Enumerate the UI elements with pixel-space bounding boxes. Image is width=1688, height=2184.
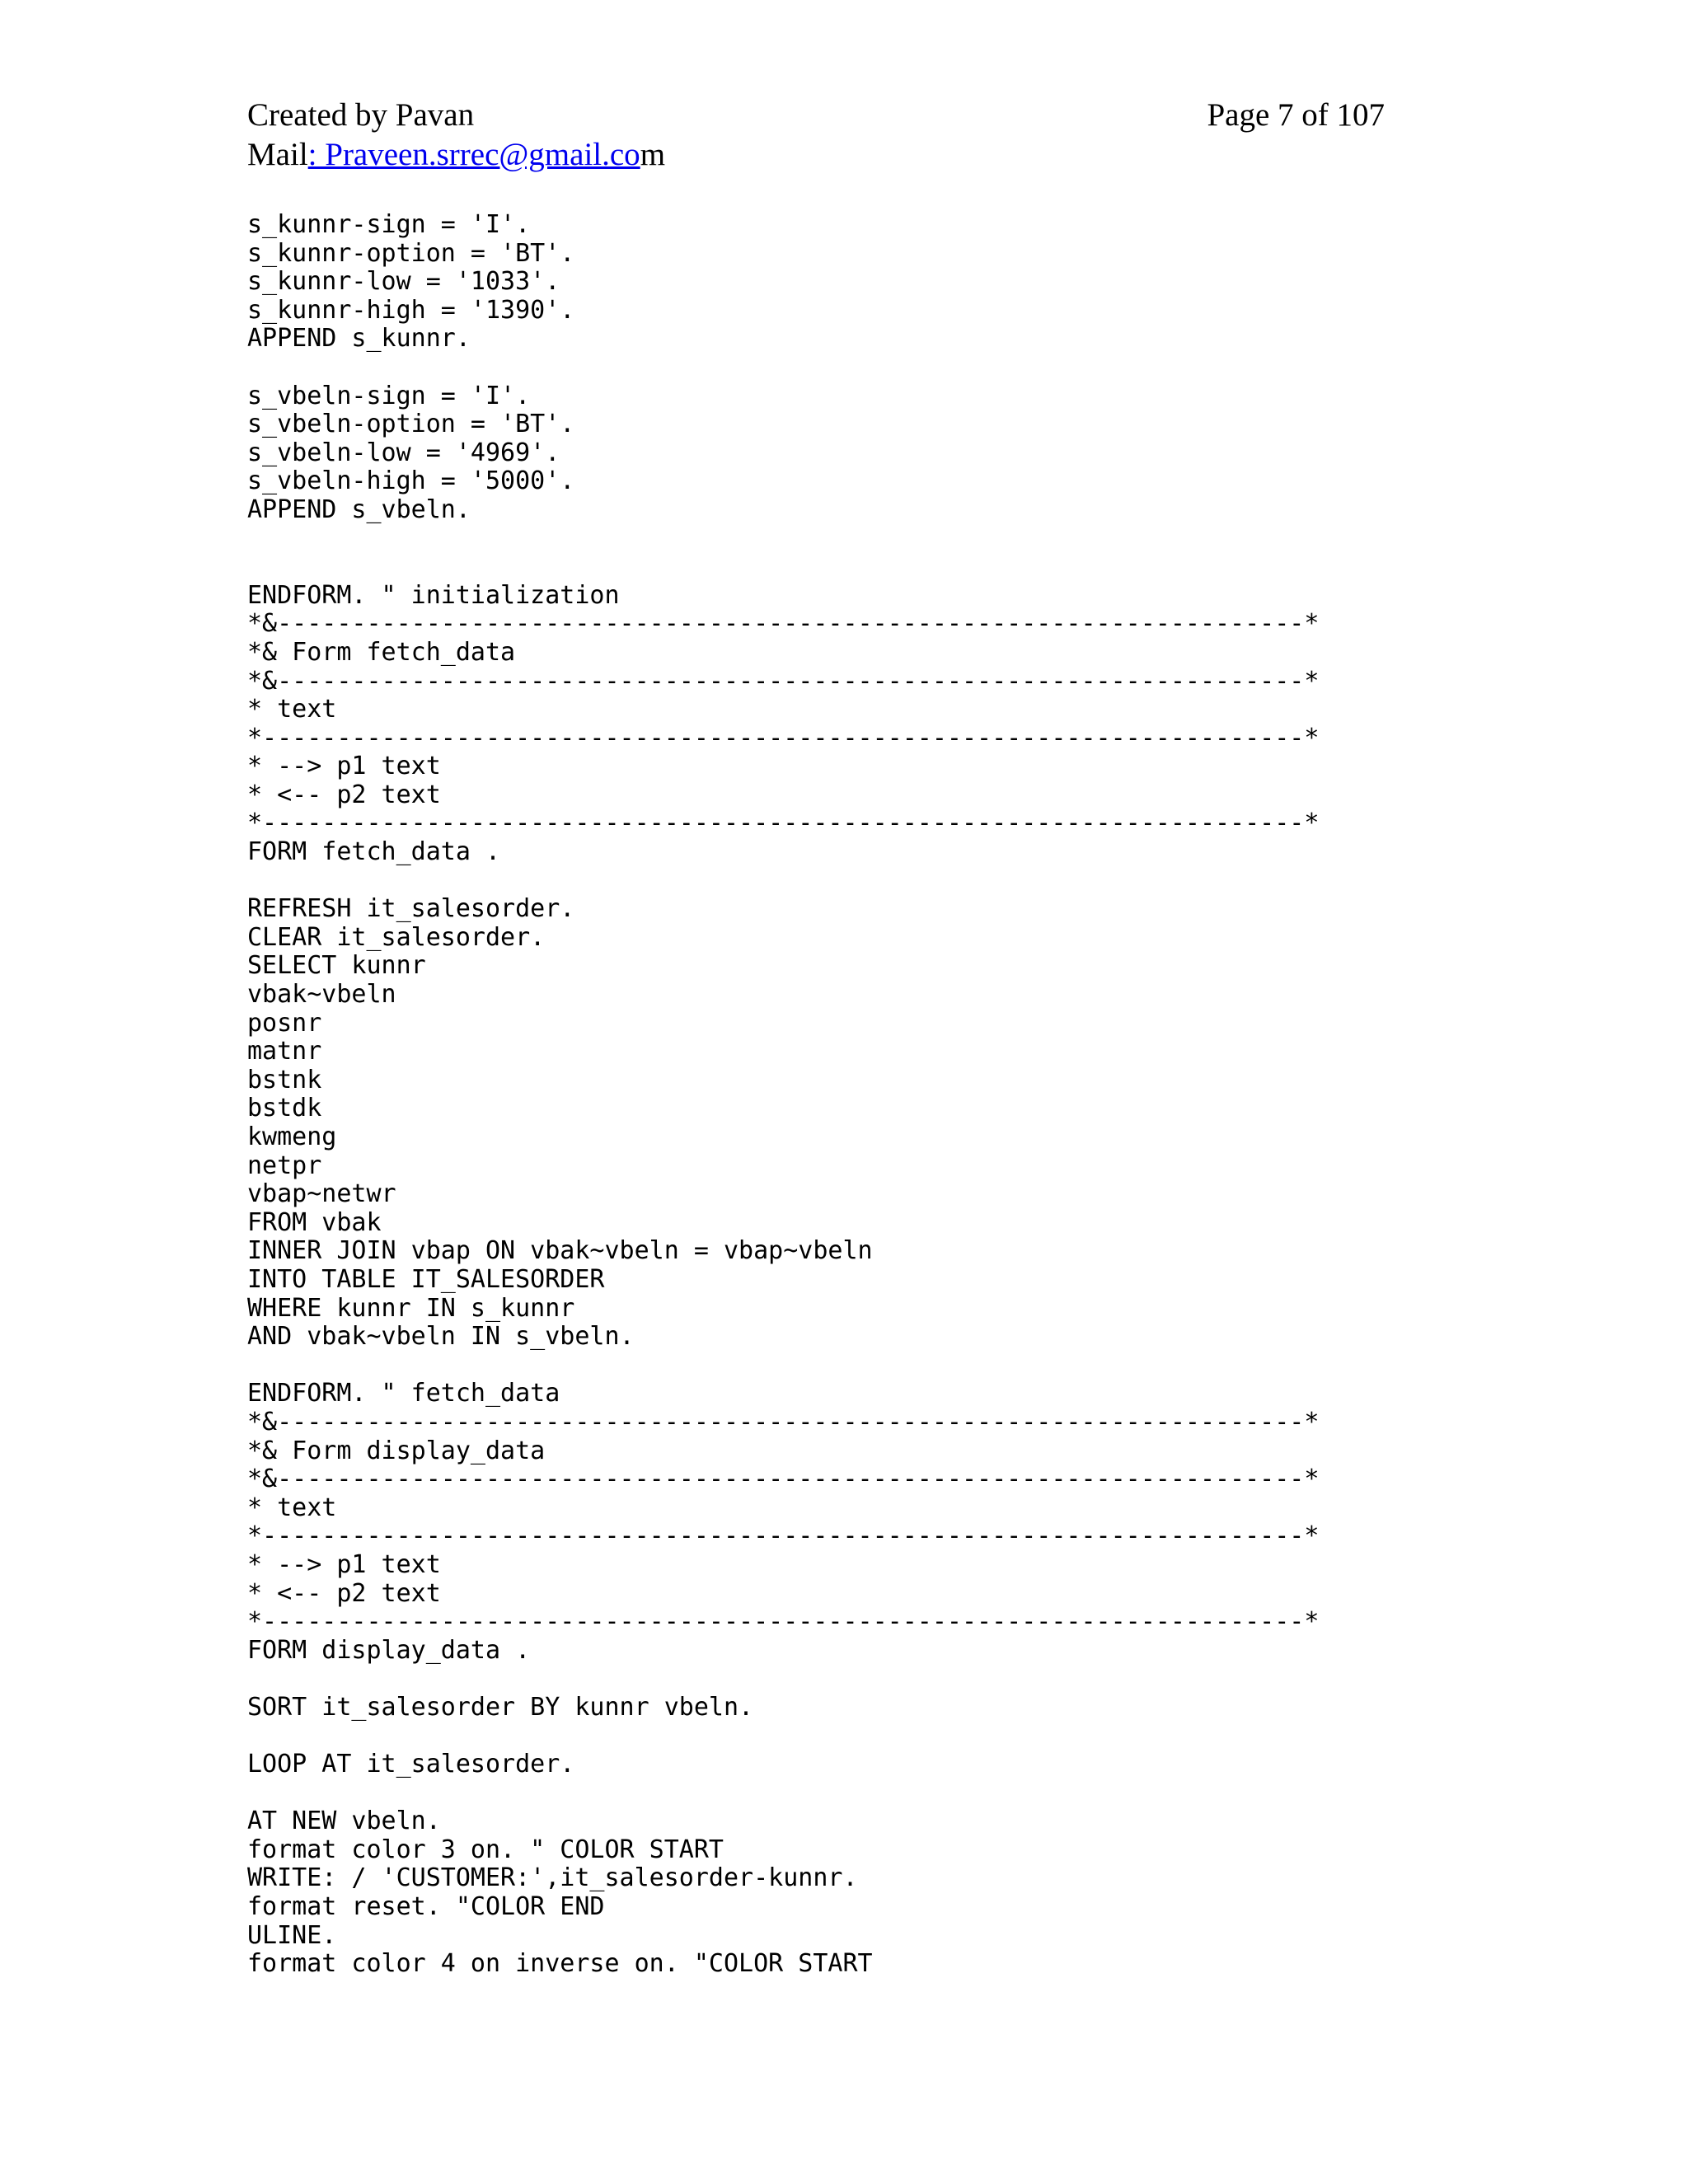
code-line: bstdk bbox=[247, 1094, 322, 1123]
code-line: *&---------------------------------------------------------------------* bbox=[247, 1465, 1320, 1494]
code-line: *----------------------------------------------------------------------* bbox=[247, 1521, 1320, 1551]
code-line: *----------------------------------------------------------------------* bbox=[247, 723, 1320, 752]
page-header bbox=[247, 96, 1385, 175]
code-line bbox=[247, 1722, 1319, 1750]
mail-line bbox=[247, 135, 1385, 175]
code-line: s_kunnr-high = '1390'. bbox=[247, 295, 575, 325]
code-line: *& Form fetch_data bbox=[247, 637, 516, 667]
code-line: s_kunnr-low = '1033'. bbox=[247, 267, 560, 297]
code-line bbox=[247, 1779, 1319, 1808]
code-line: vbap~netwr bbox=[247, 1179, 396, 1209]
code-line: ENDFORM. " initialization bbox=[247, 580, 620, 610]
code-line: INNER JOIN vbap ON vbak~vbeln = vbap~vbeln bbox=[247, 1236, 873, 1266]
code-line: ENDFORM. " fetch_data bbox=[247, 1379, 560, 1408]
code-line: * text bbox=[247, 1493, 337, 1522]
code-line: * --> p1 text bbox=[247, 1549, 441, 1579]
code-line: *&---------------------------------------------------------------------* bbox=[247, 1407, 1320, 1436]
code-line: netpr bbox=[247, 1151, 322, 1180]
code-line bbox=[247, 553, 1319, 582]
code-line: s_vbeln-option = 'BT'. bbox=[247, 410, 575, 439]
code-line: FORM display_data . bbox=[247, 1635, 531, 1665]
code-line: posnr bbox=[247, 1008, 322, 1038]
mail-suffix: m bbox=[640, 137, 666, 172]
code-line: FORM fetch_data . bbox=[247, 837, 501, 867]
code-line: WRITE: / 'CUSTOMER:',it_salesorder-kunnr. bbox=[247, 1863, 858, 1893]
code-line: * text bbox=[247, 695, 337, 724]
code-line: format reset. "COLOR END bbox=[247, 1892, 605, 1922]
code-line bbox=[247, 867, 1319, 896]
code-line: bstnk bbox=[247, 1065, 322, 1094]
code-line: * <-- p2 text bbox=[247, 780, 441, 809]
mail-label: Mail bbox=[247, 137, 308, 172]
code-line: AT NEW vbeln. bbox=[247, 1807, 441, 1836]
code-line: *----------------------------------------------------------------------* bbox=[247, 1607, 1320, 1637]
code-line bbox=[247, 1352, 1319, 1380]
code-line: APPEND s_kunnr. bbox=[247, 324, 471, 354]
code-line: kwmeng bbox=[247, 1122, 337, 1151]
code-line bbox=[247, 354, 1319, 382]
code-line: WHERE kunnr IN s_kunnr bbox=[247, 1293, 575, 1323]
page-number: Page 7 of 107 bbox=[1207, 97, 1385, 133]
code-line: SELECT kunnr bbox=[247, 951, 426, 981]
code-line bbox=[247, 525, 1319, 554]
code-line: *&---------------------------------------------------------------------* bbox=[247, 666, 1320, 696]
code-line: * <-- p2 text bbox=[247, 1578, 441, 1608]
code-line bbox=[247, 1665, 1319, 1694]
code-line: s_kunnr-option = 'BT'. bbox=[247, 238, 575, 268]
code-line: matnr bbox=[247, 1037, 322, 1066]
code-line: format color 4 on inverse on. "COLOR START bbox=[247, 1949, 873, 1979]
code-line: LOOP AT it_salesorder. bbox=[247, 1750, 575, 1779]
code-line: INTO TABLE IT_SALESORDER bbox=[247, 1264, 605, 1294]
code-line: s_kunnr-sign = 'I'. bbox=[247, 210, 531, 239]
code-line: vbak~vbeln bbox=[247, 980, 396, 1010]
code-line: *&---------------------------------------------------------------------* bbox=[247, 609, 1320, 639]
code-line: s_vbeln-sign = 'I'. bbox=[247, 381, 531, 410]
code-line: * --> p1 text bbox=[247, 752, 441, 781]
code-line: FROM vbak bbox=[247, 1207, 382, 1237]
code-line: *& Form display_data bbox=[247, 1436, 546, 1465]
code-line: *----------------------------------------------------------------------* bbox=[247, 808, 1320, 838]
mail-link[interactable]: : Praveen.srrec@gmail.co bbox=[307, 137, 640, 172]
code-line: SORT it_salesorder BY kunnr vbeln. bbox=[247, 1692, 754, 1722]
code-line: APPEND s_vbeln. bbox=[247, 494, 471, 524]
code-listing bbox=[247, 211, 1319, 1979]
code-line: ULINE. bbox=[247, 1920, 337, 1950]
code-line: s_vbeln-high = '5000'. bbox=[247, 466, 575, 496]
author-label: Created by Pavan bbox=[247, 97, 475, 133]
header-top-row bbox=[247, 96, 1385, 135]
code-line: REFRESH it_salesorder. bbox=[247, 894, 575, 924]
code-line: CLEAR it_salesorder. bbox=[247, 922, 546, 952]
code-line: AND vbak~vbeln IN s_vbeln. bbox=[247, 1322, 635, 1352]
code-line: s_vbeln-low = '4969'. bbox=[247, 438, 560, 467]
code-line: format color 3 on. " COLOR START bbox=[247, 1835, 724, 1864]
